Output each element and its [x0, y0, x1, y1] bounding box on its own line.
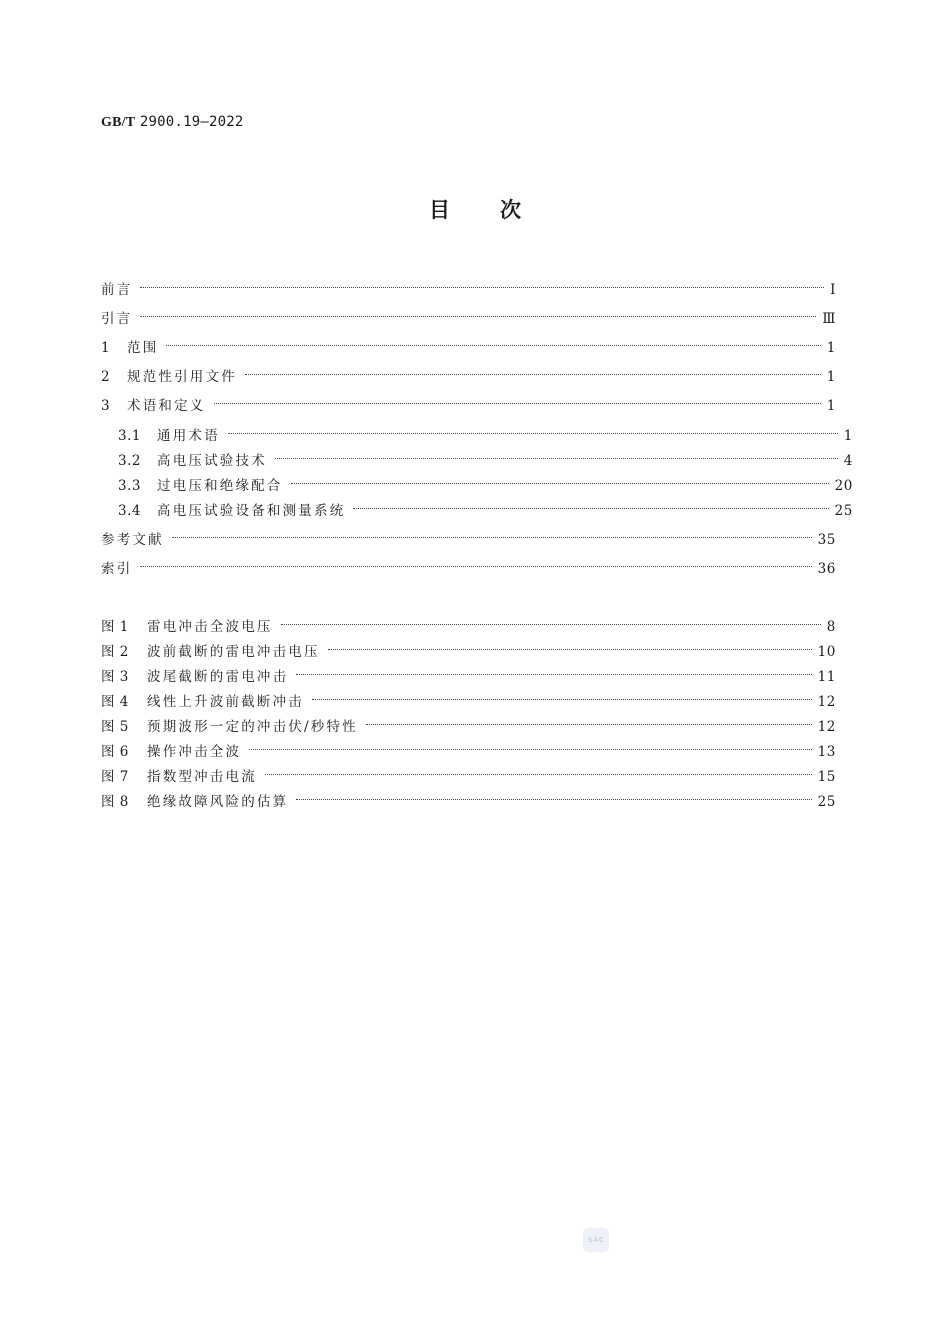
figure-title: 绝缘故障风险的估算 [147, 794, 289, 810]
dot-leader [140, 553, 811, 573]
toc-item-label: 高电压试验技术 [157, 453, 267, 469]
page-number: 13 [817, 744, 836, 760]
dot-leader [353, 495, 828, 515]
dot-leader [166, 332, 820, 352]
page-number: 12 [817, 694, 836, 710]
page-number: 10 [817, 644, 836, 660]
figure-number: 图 7 [101, 769, 129, 785]
toc-item-number: 3.3 [118, 478, 141, 494]
dot-leader [214, 390, 821, 410]
toc-item[interactable] [101, 445, 853, 469]
figure-title: 雷电冲击全波电压 [147, 619, 273, 635]
toc-item-label: 通用术语 [157, 428, 220, 444]
toc-item[interactable] [101, 361, 836, 385]
toc-item-label: 术语和定义 [127, 398, 206, 414]
dot-leader [296, 661, 811, 681]
toc-item[interactable] [101, 420, 853, 444]
figure-title: 波前截断的雷电冲击电压 [147, 644, 320, 660]
figure-list-item[interactable] [101, 761, 836, 785]
dot-leader [228, 420, 838, 440]
toc-item[interactable] [101, 524, 836, 548]
figure-number: 图 6 [101, 744, 129, 760]
sac-watermark-logo: SAC [583, 1228, 609, 1252]
dot-leader [275, 445, 838, 465]
toc-item[interactable] [101, 303, 836, 327]
figure-title: 指数型冲击电流 [147, 769, 257, 785]
toc-item[interactable] [101, 332, 836, 356]
page-number: Ⅰ [830, 282, 836, 298]
page-number: 20 [834, 478, 853, 494]
dot-leader [328, 636, 812, 656]
standard-code-number: 2900.19—2022 [139, 114, 244, 130]
toc-item-label: 范围 [127, 340, 159, 356]
dot-leader [140, 303, 816, 323]
page-number: 25 [817, 794, 836, 810]
page-number: 15 [817, 769, 836, 785]
figure-number: 图 4 [101, 694, 129, 710]
page-number: 11 [817, 669, 836, 685]
figure-number: 图 2 [101, 644, 129, 660]
dot-leader [366, 711, 812, 731]
figure-list-item[interactable] [101, 786, 836, 810]
dot-leader [281, 611, 821, 631]
toc-item-label: 高电压试验设备和测量系统 [157, 503, 346, 519]
toc-item-label: 规范性引用文件 [127, 369, 237, 385]
page-number: 1 [826, 398, 836, 414]
figure-list-item[interactable] [101, 611, 836, 635]
toc-item[interactable] [101, 495, 853, 519]
dot-leader [249, 736, 811, 756]
figure-list-item[interactable] [101, 661, 836, 685]
toc-item-label: 前言 [101, 282, 133, 298]
toc-item[interactable] [101, 470, 853, 494]
page-number: 36 [817, 561, 836, 577]
toc-item[interactable] [101, 553, 836, 577]
toc-item-label: 索引 [101, 561, 133, 577]
figure-title: 预期波形一定的冲击伏/秒特性 [147, 719, 358, 735]
toc-item-label: 引言 [101, 311, 133, 327]
figure-number: 图 8 [101, 794, 129, 810]
page-number: 8 [826, 619, 836, 635]
figure-list-item[interactable] [101, 636, 836, 660]
page-number: 35 [817, 532, 836, 548]
dot-leader [312, 686, 812, 706]
figure-list-item[interactable] [101, 711, 836, 735]
page-number: Ⅲ [822, 311, 836, 327]
figure-title: 操作冲击全波 [147, 744, 242, 760]
toc-item-label: 过电压和绝缘配合 [157, 478, 283, 494]
page-number: 1 [826, 340, 836, 356]
dot-leader [265, 761, 812, 781]
toc-item-number: 3.4 [118, 503, 141, 519]
figure-title: 线性上升波前截断冲击 [147, 694, 304, 710]
page-number: 1 [843, 428, 853, 444]
standard-code-prefix: GB/T [101, 115, 136, 130]
dot-leader [172, 524, 812, 544]
toc-item[interactable] [101, 274, 836, 298]
dot-leader [245, 361, 821, 381]
toc-item-number: 3 [101, 398, 111, 414]
page-number: 1 [826, 369, 836, 385]
toc-item-number: 2 [101, 369, 111, 385]
dot-leader [140, 274, 824, 294]
dot-leader [296, 786, 811, 806]
standard-code [101, 114, 243, 131]
toc-item-number: 3.1 [118, 428, 141, 444]
toc-item-number: 1 [101, 340, 111, 356]
page-title: 目次 [429, 198, 571, 222]
figure-title: 波尾截断的雷电冲击 [147, 669, 289, 685]
figure-list-item[interactable] [101, 736, 836, 760]
toc-item-label: 参考文献 [101, 532, 164, 548]
page-number: 12 [817, 719, 836, 735]
figure-number: 图 3 [101, 669, 129, 685]
toc-item[interactable] [101, 390, 836, 414]
figure-number: 图 1 [101, 619, 129, 635]
page-number: 25 [834, 503, 853, 519]
figure-number: 图 5 [101, 719, 129, 735]
page-number: 4 [843, 453, 853, 469]
toc-item-number: 3.2 [118, 453, 141, 469]
figure-list-item[interactable] [101, 686, 836, 710]
dot-leader [291, 470, 829, 490]
